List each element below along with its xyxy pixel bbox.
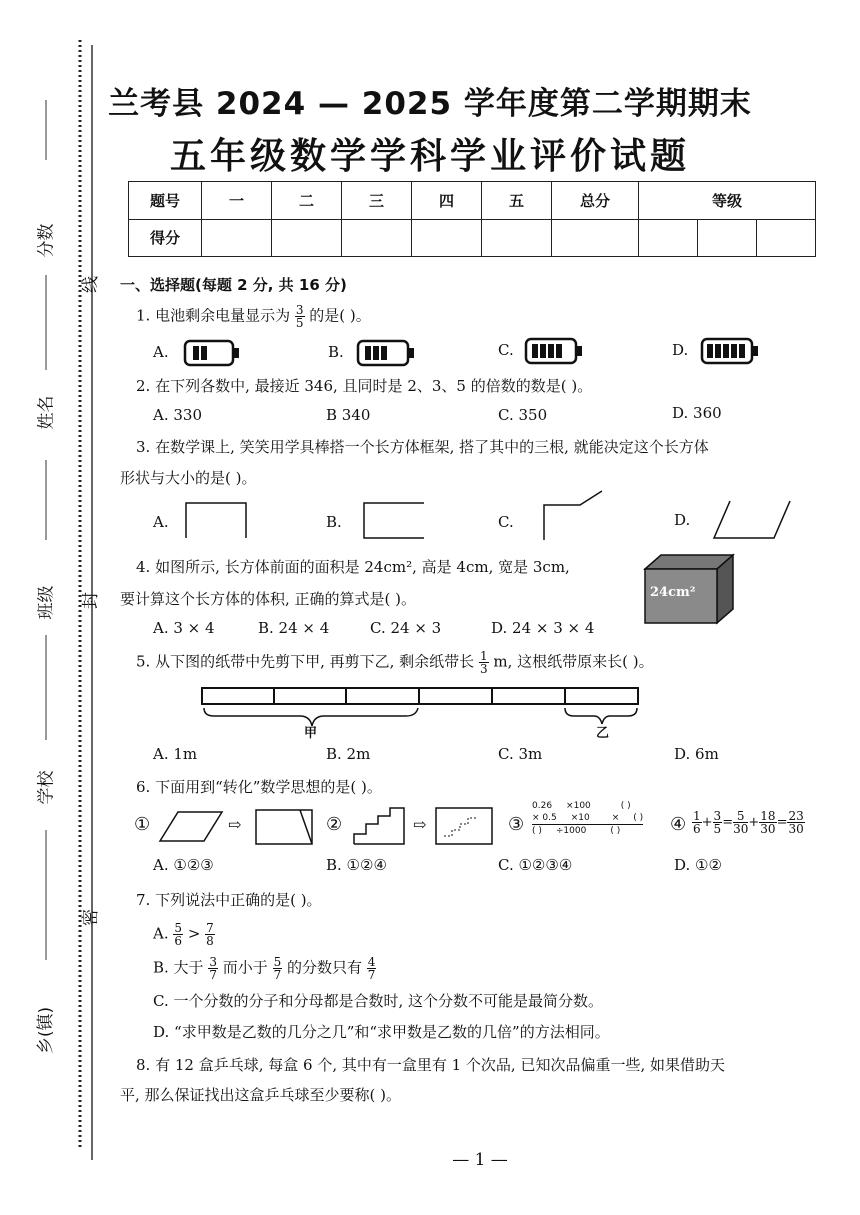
q4-option-b[interactable]: B. 24 × 4	[258, 619, 330, 637]
question-1-stem: 1. 电池剩余电量显示为 $\frac{3}{5}$ 的是( )。	[136, 303, 371, 330]
battery-icon	[184, 339, 244, 367]
paper-strip-diagram	[200, 684, 642, 734]
table-header-cell: 三	[342, 182, 412, 220]
q1-option-c[interactable]: C.	[498, 341, 514, 359]
q7-option-b[interactable]: B. 大于 $\frac{3}{7}$ 而小于 $\frac{5}{7}$ 的分数只有 $\frac{4}{7}$	[153, 955, 376, 982]
q2-option-b[interactable]: B 340	[326, 406, 371, 424]
q7-option-c[interactable]: C. 一个分数的分子和分母都是合数时, 这个分数不可能是最简分数。	[153, 992, 604, 1010]
q6-option-b[interactable]: B. ①②④	[326, 856, 387, 874]
fraction-equation: $\frac{1}{6}$ + $\frac{3}{5}$ = $\frac{5}{30}$ + $\frac{18}{30}$ = $\frac{23}{30}$	[693, 809, 804, 836]
q1-option-a[interactable]: A.	[153, 343, 169, 361]
table-header-cell: 等级	[639, 182, 816, 220]
q5-option-d[interactable]: D. 6m	[674, 745, 719, 763]
q6-item-2-marker: ②	[326, 814, 343, 835]
strip-label-jia: 甲	[304, 726, 318, 741]
q6-option-d[interactable]: D. ①②	[674, 856, 722, 874]
side-label-township: 乡(镇)	[36, 1006, 57, 1055]
calc-diagram: 0.26 ×100 ( ) × 0.5 ×10 × ( ) ( ) ÷1000 ( )	[532, 801, 644, 836]
q6-item-4-marker: ④	[670, 814, 687, 835]
score-cell[interactable]	[202, 219, 272, 257]
seal-mark-mi: 密	[81, 909, 101, 926]
battery-icon	[357, 339, 419, 367]
question-7-stem: 7. 下列说法中正确的是( )。	[136, 891, 322, 909]
side-label-name: 姓名	[36, 395, 57, 430]
question-4-stem-line1: 4. 如图所示, 长方体前面的面积是 24cm², 高是 4cm, 宽是 3cm,	[136, 558, 570, 576]
question-5-stem: 5. 从下图的纸带中先剪下甲, 再剪下乙, 剩余纸带长 $\frac{1}{3}$ m, 这根纸带原来长( )。	[136, 649, 654, 676]
question-3-stem-line2: 形状与大小的是( )。	[120, 469, 257, 487]
q2-option-d[interactable]: D. 360	[672, 404, 722, 422]
staircase-figure	[352, 806, 408, 846]
table-header-cell: 题号	[129, 182, 202, 220]
q7-option-a[interactable]: A. $\frac{5}{6}$ > $\frac{7}{8}$	[153, 921, 214, 948]
score-table	[128, 181, 816, 257]
stick-figure-d	[712, 498, 792, 540]
question-2-stem: 2. 在下列各数中, 最接近 346, 且同时是 2、3、5 的倍数的数是( )。	[136, 377, 593, 395]
q3-option-a[interactable]: A.	[153, 513, 169, 531]
q6-option-c[interactable]: C. ①②③④	[498, 856, 573, 874]
fraction: $\frac{3}{5}$	[295, 303, 304, 330]
score-cell[interactable]	[412, 219, 482, 257]
table-header-cell: 五	[482, 182, 552, 220]
question-4-stem-line2: 要计算这个长方体的体积, 正确的算式是( )。	[120, 590, 417, 608]
exam-title-line1: 兰考县 2024 — 2025 学年度第二学期期末	[108, 86, 752, 122]
stick-figure-c	[540, 485, 606, 541]
arrow-icon: ⇨	[228, 815, 242, 834]
q4-option-c[interactable]: C. 24 × 3	[370, 619, 442, 637]
q6-option-a[interactable]: A. ①②③	[153, 856, 214, 874]
table-header-cell: 二	[272, 182, 342, 220]
q7-option-d[interactable]: D. “求甲数是乙数的几分之几”和“求甲数是乙数的几倍”的方法相同。	[153, 1023, 610, 1041]
side-label-score: 分数	[36, 223, 57, 258]
question-8-stem-line1: 8. 有 12 盒乒乓球, 每盒 6 个, 其中有一盒里有 1 个次品, 已知次品偏重一些, 如果借助天	[136, 1056, 726, 1074]
grade-cell[interactable]	[697, 219, 756, 257]
strip-label-yi: 乙	[596, 726, 610, 741]
seal-mark-feng: 封	[81, 592, 101, 609]
q3-option-c[interactable]: C.	[498, 513, 514, 531]
q6-item-1-marker: ①	[134, 814, 151, 835]
score-cell[interactable]	[552, 219, 639, 257]
battery-icon	[701, 337, 763, 365]
q1-option-d[interactable]: D.	[672, 341, 689, 359]
q2-option-c[interactable]: C. 350	[498, 406, 548, 424]
score-cell[interactable]	[342, 219, 412, 257]
table-row-label: 得分	[129, 219, 202, 257]
q2-option-a[interactable]: A. 330	[153, 406, 202, 424]
staircase-rectangle-figure	[434, 806, 494, 846]
question-6-stem: 6. 下面用到“转化”数学思想的是( )。	[136, 778, 382, 796]
q5-option-c[interactable]: C. 3m	[498, 745, 543, 763]
side-label-class: 班级	[36, 585, 57, 620]
q3-option-b[interactable]: B.	[326, 513, 342, 531]
question-8-stem-line2: 平, 那么保证找出这盒乒乓球至少要称( )。	[120, 1086, 402, 1104]
side-label-school: 学校	[36, 770, 57, 805]
grade-cell[interactable]	[639, 219, 698, 257]
q5-option-b[interactable]: B. 2m	[326, 745, 371, 763]
page-number: — 1 —	[452, 1150, 508, 1170]
question-3-stem-line1: 3. 在数学课上, 笑笑用学具棒搭一个长方体框架, 搭了其中的三根, 就能决定这个长方体	[136, 438, 709, 456]
section-heading: 一、选择题(每题 2 分, 共 16 分)	[120, 276, 347, 294]
q3-option-d[interactable]: D.	[674, 511, 691, 529]
score-cell[interactable]	[482, 219, 552, 257]
q6-item-3-marker: ③	[508, 814, 525, 835]
battery-icon	[525, 337, 587, 365]
table-header-cell: 四	[412, 182, 482, 220]
rectangle-cut-figure	[254, 808, 316, 846]
fraction: $\frac{1}{3}$	[479, 649, 488, 676]
q5-option-a[interactable]: A. 1m	[153, 745, 198, 763]
q4-option-a[interactable]: A. 3 × 4	[153, 619, 215, 637]
parallelogram-figure	[158, 810, 224, 844]
grade-cell[interactable]	[756, 219, 815, 257]
cuboid-label: 24cm²	[650, 585, 696, 600]
q4-option-d[interactable]: D. 24 × 3 × 4	[491, 619, 595, 637]
q1-option-b[interactable]: B.	[328, 343, 344, 361]
exam-title-line2: 五年级数学学科学业评价试题	[169, 136, 690, 177]
stick-figure-b	[362, 500, 428, 540]
table-header-cell: 一	[202, 182, 272, 220]
table-header-cell: 总分	[552, 182, 639, 220]
stick-figure-a	[184, 500, 250, 540]
seal-mark-xian: 线	[81, 276, 101, 293]
arrow-icon: ⇨	[413, 815, 427, 834]
score-cell[interactable]	[272, 219, 342, 257]
